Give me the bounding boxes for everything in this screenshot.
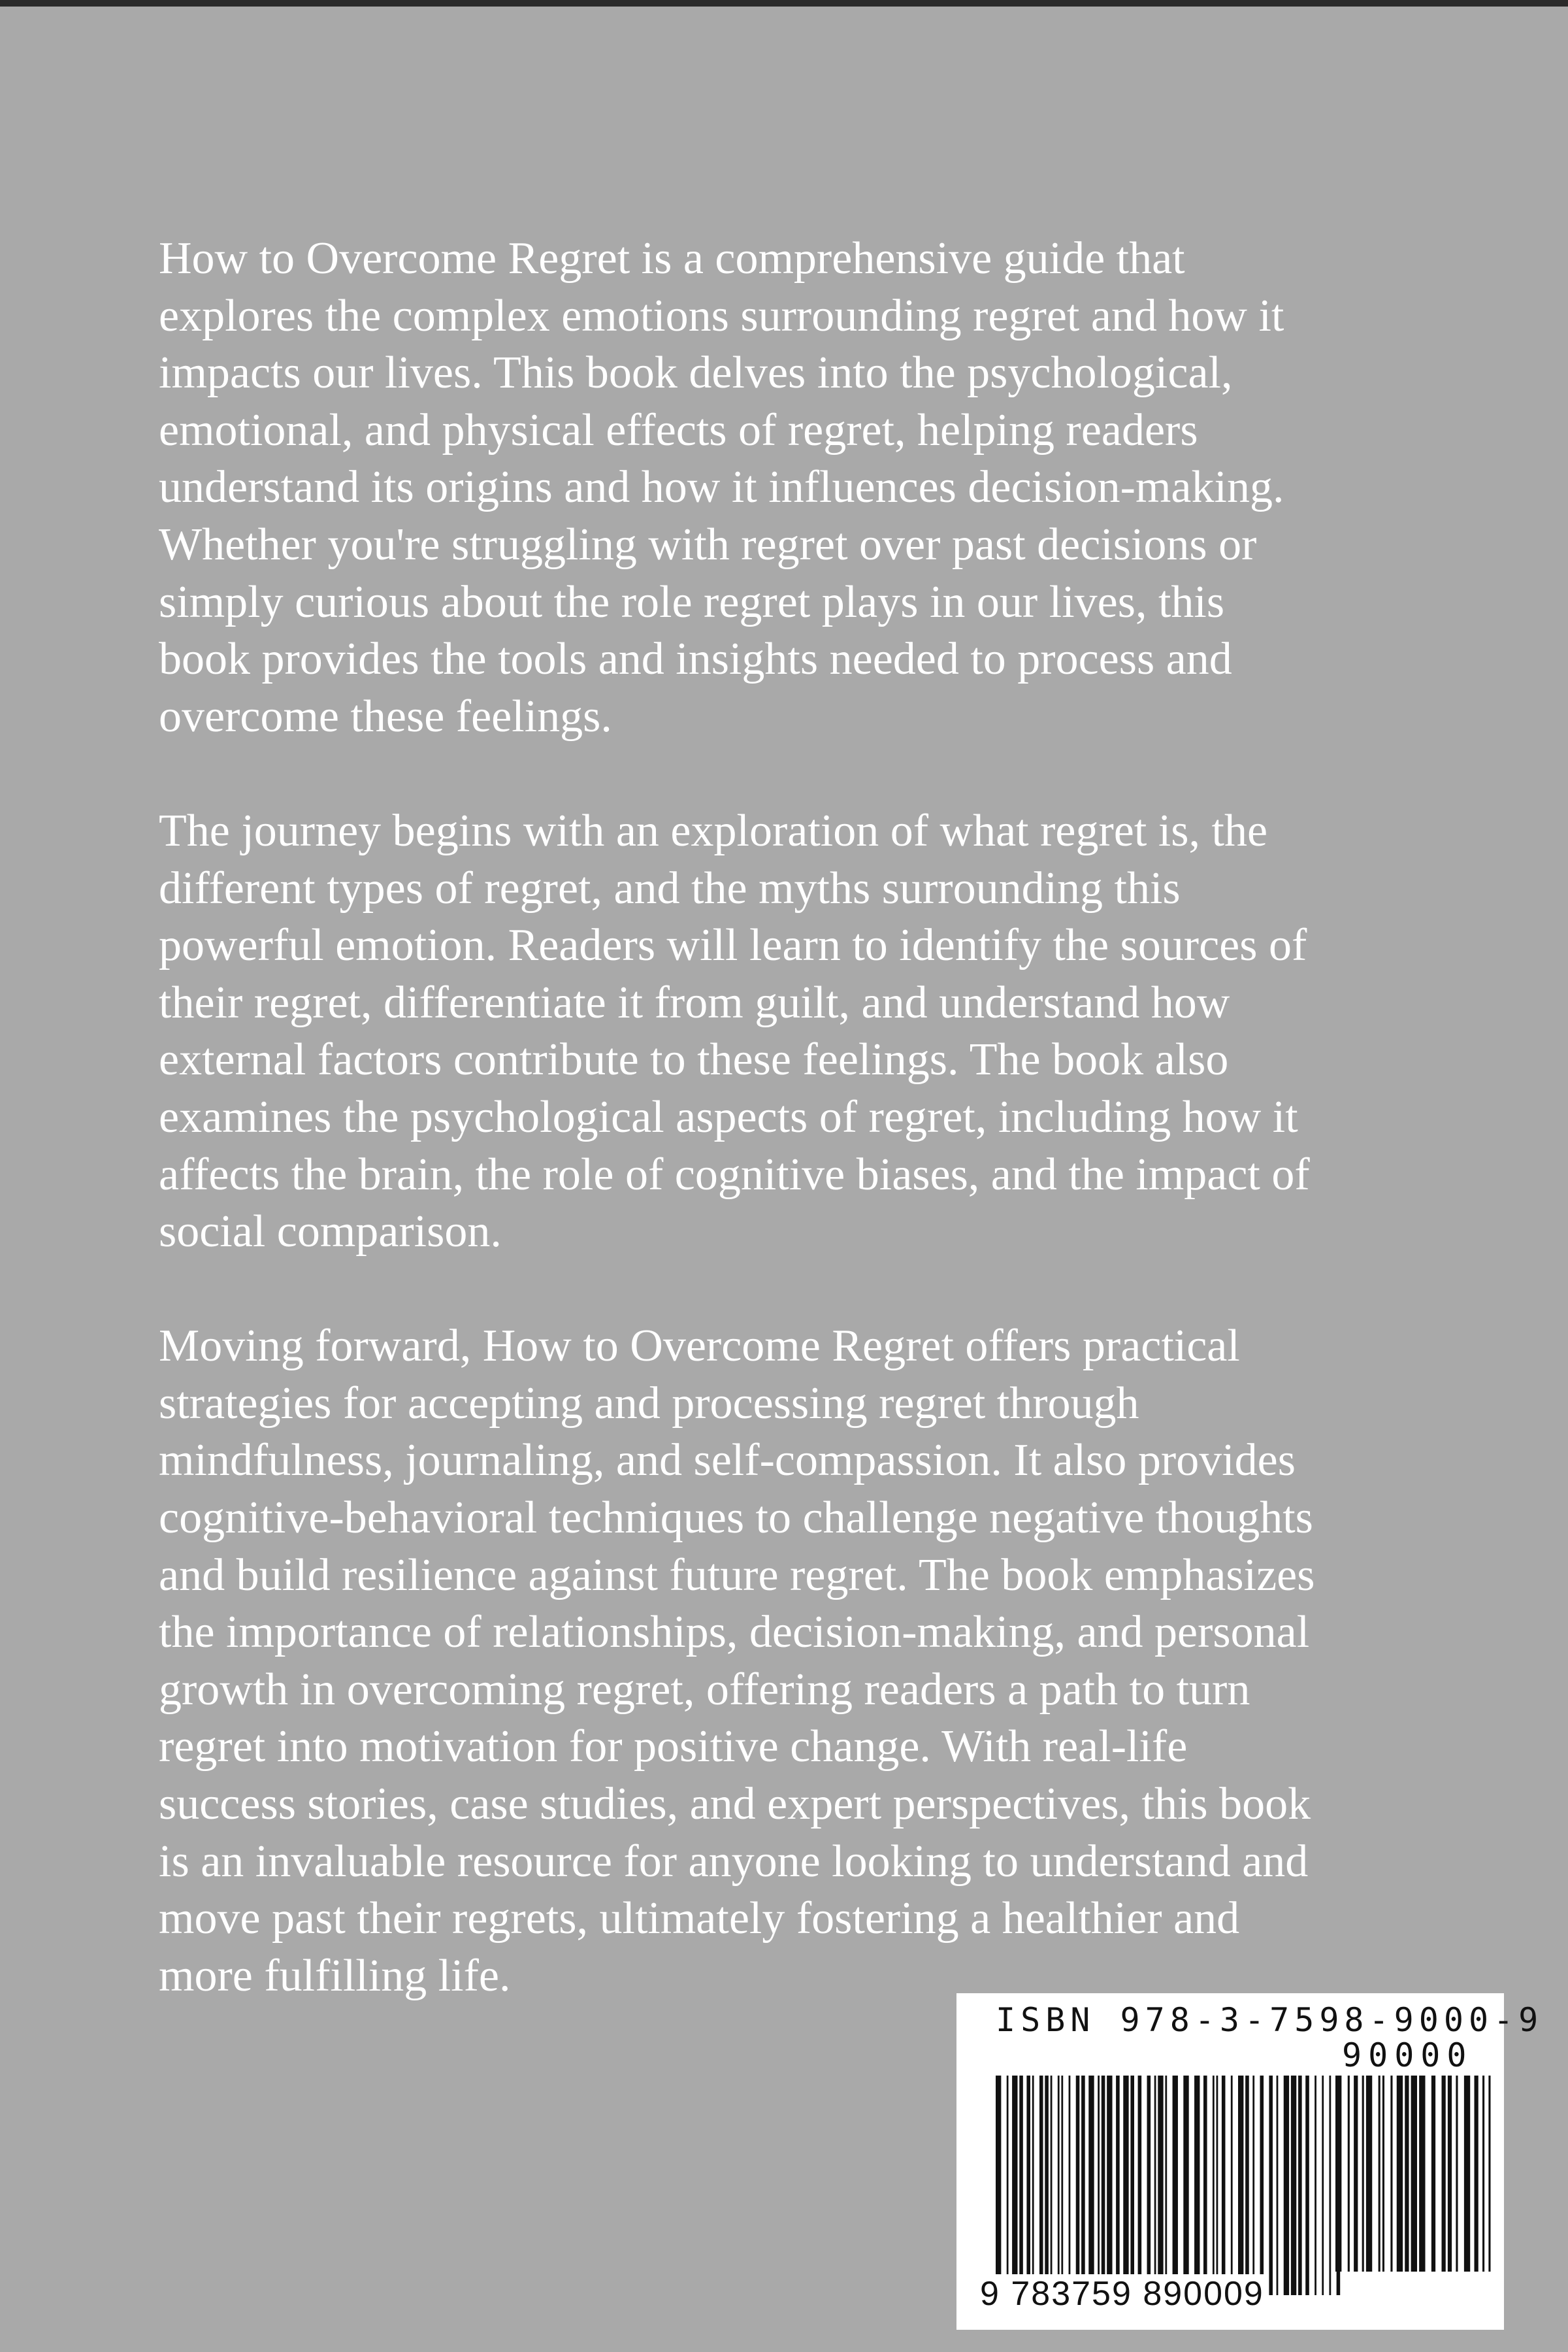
blurb-line: impacts our lives. This book delves into the psychological, [159, 348, 1233, 399]
barcode-bar [1335, 2076, 1341, 2272]
barcode-bar [1245, 2076, 1249, 2295]
barcode-bar [1354, 2076, 1358, 2272]
blurb-paragraph [159, 1317, 1465, 2004]
isbn-barcode [956, 1993, 1544, 2330]
barcode-bar [1076, 2076, 1080, 2295]
barcode-bar [1165, 2076, 1167, 2295]
blurb-line: cognitive-behavioral techniques to challenge negative thoughts [159, 1493, 1313, 1544]
blurb-line: external factors contribute to these feelings. The book also [159, 1035, 1229, 1085]
barcode-bar [1051, 2076, 1053, 2295]
blurb-line: emotional, and physical effects of regret, helping readers [159, 405, 1198, 455]
barcode-bar [1277, 2076, 1279, 2295]
blurb-line: understand its origins and how it influences decision-making. [159, 462, 1284, 513]
blurb-line: How to Overcome Regret is a comprehensive guide that [159, 233, 1185, 284]
barcode-bar [1102, 2076, 1105, 2295]
back-cover-blurb [159, 230, 1465, 2004]
barcode-bar [1411, 2076, 1417, 2272]
barcode-bar [1194, 2076, 1200, 2295]
barcode-bar [1348, 2076, 1350, 2272]
barcode-bar [1032, 2076, 1034, 2295]
barcode-bar [1147, 2076, 1151, 2295]
blurb-line: strategies for accepting and processing regret through [159, 1378, 1139, 1429]
ean-digits: 9 783759 890009 [976, 2274, 1268, 2313]
barcode-bar [1061, 2076, 1063, 2295]
isbn-number: ISBN 978-3-7598-9000-9 [996, 2001, 1544, 2039]
blurb-line: Moving forward, How to Overcome Regret offers practical [159, 1321, 1240, 1372]
barcode-bar [1138, 2076, 1142, 2295]
blurb-line: overcome these feelings. [159, 691, 612, 742]
blurb-line: powerful emotion. Readers will learn to identify the sources of [159, 920, 1307, 971]
barcode-bar [1269, 2076, 1273, 2295]
barcode-bar [1305, 2076, 1309, 2295]
barcode-bar [1039, 2076, 1043, 2295]
barcode-bar [1026, 2076, 1030, 2295]
blurb-line: their regret, differentiate it from guilt, and understand how [159, 977, 1230, 1028]
barcode-bar [1419, 2076, 1425, 2272]
blurb-paragraph [159, 230, 1465, 745]
blurb-line: growth in overcoming regret, offering readers a path to turn [159, 1664, 1250, 1715]
blurb-line: explores the complex emotions surrounding regret and how it [159, 290, 1284, 341]
barcode-bar [1007, 2076, 1009, 2295]
barcode-bar [1107, 2076, 1112, 2295]
blurb-line: examines the psychological aspects of regret, including how it [159, 1091, 1298, 1142]
blurb-line: simply curious about the role regret plays in our lives, this [159, 576, 1225, 627]
barcode-bar [1366, 2076, 1372, 2272]
barcode-bar [1252, 2076, 1254, 2295]
price-code: 90000 [1342, 2036, 1473, 2074]
blurb-line: the importance of relationships, decision-making, and personal [159, 1607, 1310, 1658]
blurb-line: regret into motivation for positive change. With real-life [159, 1721, 1188, 1772]
barcode-bar [1475, 2076, 1478, 2272]
cover-top-edge [0, 0, 1568, 7]
ean-bars [996, 2076, 1342, 2295]
barcode-bar [1088, 2076, 1094, 2295]
barcode-bar [1098, 2076, 1100, 2295]
barcode-bar [1116, 2076, 1120, 2295]
barcode-bar [1405, 2076, 1409, 2272]
barcode-bar [1045, 2076, 1049, 2295]
addon-bars [1335, 2076, 1499, 2272]
blurb-line: social comparison. [159, 1206, 502, 1257]
barcode-bar [1130, 2076, 1134, 2295]
blurb-paragraph [159, 803, 1465, 1261]
barcode-bar [1456, 2076, 1458, 2272]
barcode-bar [1284, 2076, 1289, 2295]
barcode-bar [1329, 2076, 1331, 2295]
barcode-bar [1154, 2076, 1156, 2295]
blurb-line: is an invaluable resource for anyone looking to understand and [159, 1836, 1309, 1887]
barcode-bar [1431, 2076, 1435, 2272]
barcode-bar [1217, 2076, 1218, 2295]
blurb-line: book provides the tools and insights needed to process and [159, 634, 1232, 685]
blurb-line: Whether you're struggling with regret over past decisions or [159, 519, 1257, 570]
barcode-bar [1231, 2076, 1233, 2295]
barcode-bar [1291, 2076, 1296, 2295]
barcode-bar [1442, 2076, 1446, 2272]
blurb-line: The journey begins with an exploration of what regret is, the [159, 805, 1268, 856]
barcode-bar [1019, 2076, 1023, 2295]
barcode-bar [1203, 2076, 1207, 2295]
blurb-line: more fulfilling life. [159, 1950, 511, 2001]
barcode-bar [1298, 2076, 1302, 2295]
barcode-bar [996, 2076, 1001, 2295]
barcode-bar [1397, 2076, 1403, 2272]
barcode-bar [1379, 2076, 1380, 2272]
barcode-bar [1464, 2076, 1470, 2272]
barcode-bar [1213, 2076, 1215, 2295]
barcode-bar [1012, 2076, 1017, 2295]
barcode-bar [1260, 2076, 1264, 2295]
blurb-line: success stories, case studies, and expert perspectives, this book [159, 1779, 1311, 1830]
blurb-line: mindfulness, journaling, and self-compassion. It also provides [159, 1435, 1296, 1486]
barcode-bar [1123, 2076, 1128, 2295]
blurb-line: affects the brain, the role of cognitive biases, and the impact of [159, 1149, 1310, 1200]
barcode-bar [1069, 2076, 1071, 2295]
barcode-bar [1390, 2076, 1392, 2272]
barcode-bar [1448, 2076, 1452, 2272]
barcode-bar [1482, 2076, 1484, 2272]
blurb-line: move past their regrets, ultimately fostering a healthier and [159, 1893, 1240, 1944]
blurb-line: different types of regret, and the myths surrounding this [159, 863, 1181, 914]
barcode-bar [1158, 2076, 1163, 2295]
barcode-bar [1081, 2076, 1085, 2295]
barcode-bar [1222, 2076, 1226, 2295]
barcode-bar [1183, 2076, 1188, 2295]
barcode-bar [1238, 2076, 1243, 2295]
barcode-bar [1315, 2076, 1316, 2295]
barcode-bar [1362, 2076, 1364, 2272]
blurb-line: and build resilience against future regret. The book emphasizes [159, 1549, 1315, 1600]
barcode-bar [1382, 2076, 1384, 2272]
barcode-bar [1058, 2076, 1060, 2295]
barcode-bar [1173, 2076, 1178, 2295]
barcode-bar [1322, 2076, 1324, 2295]
barcode-bar [1488, 2076, 1490, 2272]
